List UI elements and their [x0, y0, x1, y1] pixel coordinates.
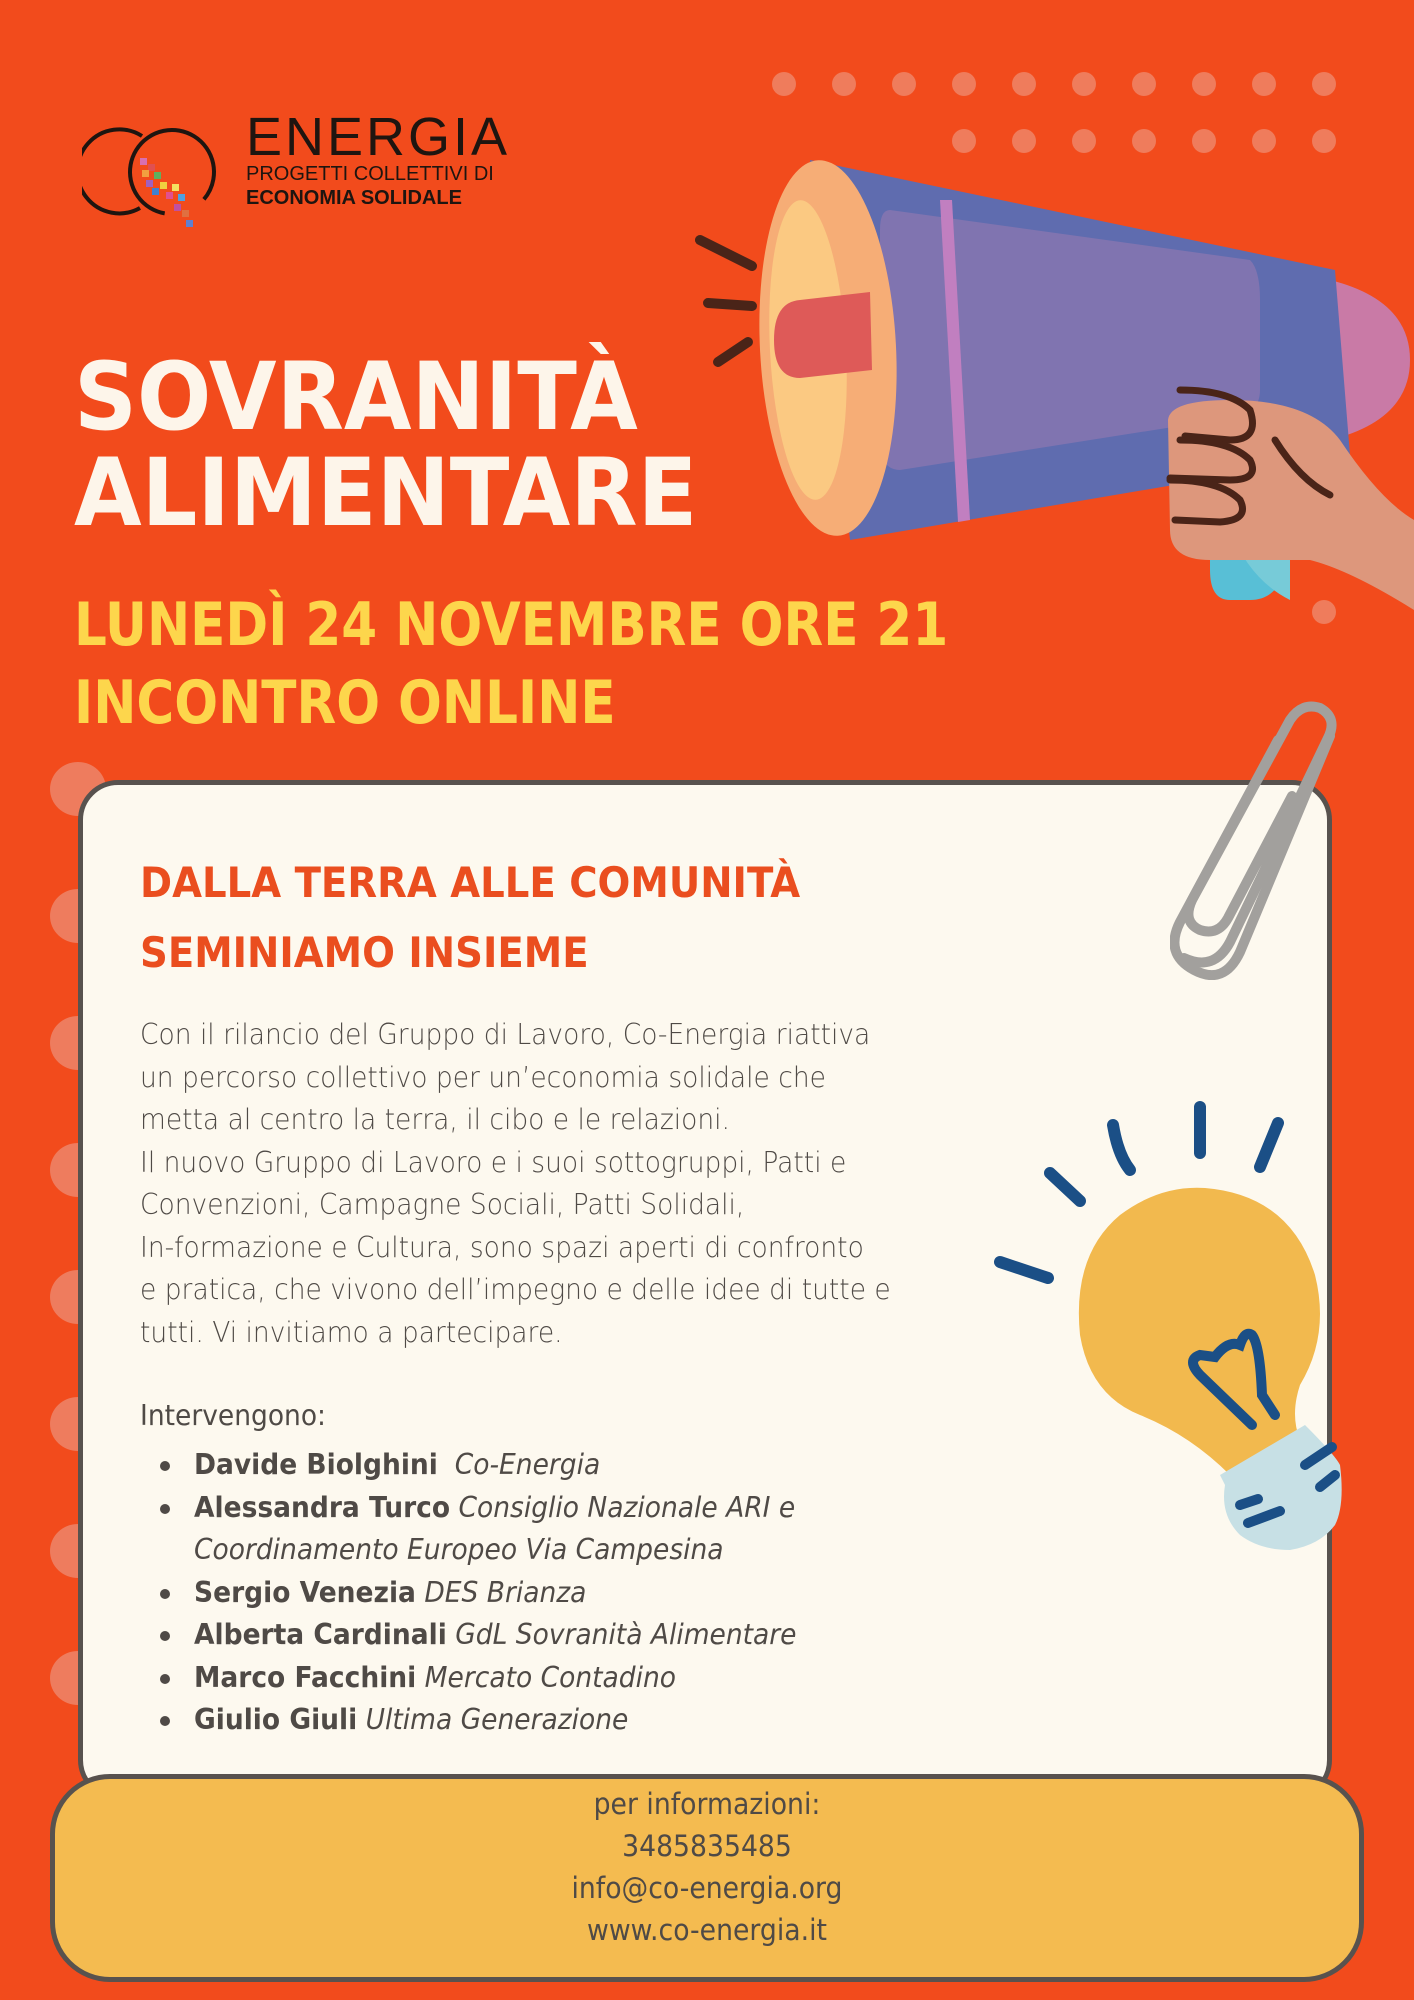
- body-line: e pratica, che vivono dell’impegno e delle idee di tutte e: [140, 1273, 891, 1306]
- bullet-icon: [160, 1504, 170, 1514]
- speaker-org: Ultima Generazione: [365, 1703, 629, 1736]
- speakers-label: Intervengono:: [140, 1399, 326, 1432]
- body-line: metta al centro la terra, il cibo e le relazioni.: [140, 1103, 730, 1136]
- speaker-org: GdL Sovranità Alimentare: [455, 1618, 797, 1651]
- card-body-text: [140, 1014, 1010, 1354]
- contacts-website[interactable]: www.co-energia.it: [587, 1913, 827, 1947]
- speaker-org: DES Brianza: [424, 1575, 587, 1609]
- event-details: [74, 586, 1091, 742]
- logo-subtitle-1: PROGETTI COLLETTIVI DI: [246, 163, 494, 185]
- body-line: un percorso collettivo per un’economia solidale che: [140, 1060, 826, 1094]
- contacts-email[interactable]: info@co-energia.org: [571, 1871, 843, 1905]
- speaker-org: Co-Energia: [454, 1448, 601, 1481]
- speaker-name: Alessandra Turco: [194, 1490, 451, 1524]
- contacts: [50, 1783, 1364, 1951]
- headline: [74, 343, 744, 548]
- speaker-item: [150, 1487, 842, 1572]
- lightbulb-icon: [990, 1095, 1350, 1555]
- speaker-item: [150, 1657, 842, 1700]
- speaker-org: Mercato Contadino: [424, 1660, 676, 1694]
- bullet-icon: [160, 1461, 170, 1471]
- bullet-icon: [160, 1716, 170, 1726]
- co-energia-logo: [82, 108, 522, 238]
- speaker-item: [150, 1572, 842, 1615]
- contacts-phone[interactable]: 3485835485: [622, 1829, 792, 1863]
- body-line: Con il rilancio del Gruppo di Lavoro, Co-Energia riattiva: [140, 1018, 871, 1051]
- headline-line-1: SOVRANITÀ: [74, 343, 638, 452]
- card-title: [140, 848, 858, 988]
- speaker-name: Davide Biolghini: [194, 1448, 438, 1481]
- bullet-icon: [160, 1631, 170, 1641]
- speaker-name: Giulio Giuli: [194, 1703, 358, 1736]
- speaker-org-continued: Coordinamento Europeo Via Campesina: [194, 1533, 724, 1566]
- speaker-name: Alberta Cardinali: [194, 1618, 447, 1651]
- event-format: INCONTRO ONLINE: [74, 668, 616, 738]
- speaker-item: [150, 1444, 842, 1487]
- logo-title: ENERGIA: [246, 107, 511, 167]
- card-title-line-2: SEMINIAMO INSIEME: [140, 928, 589, 977]
- speaker-item: [150, 1699, 842, 1742]
- speaker-name: Sergio Venezia: [194, 1575, 416, 1609]
- event-date-time: LUNEDÌ 24 NOVEMBRE ORE 21: [74, 590, 949, 660]
- body-line: tutti. Vi invitiamo a partecipare.: [140, 1315, 563, 1349]
- body-line: Il nuovo Gruppo di Lavoro e i suoi sottogruppi, Patti e: [140, 1145, 847, 1179]
- speaker-org: Consiglio Nazionale ARI e: [458, 1490, 796, 1524]
- body-line: Convenzioni, Campagne Sociali, Patti Solidali,: [140, 1188, 745, 1221]
- contacts-label: per informazioni:: [593, 1787, 821, 1821]
- speakers-list: [150, 1444, 842, 1742]
- headline-line-2: ALIMENTARE: [74, 439, 698, 548]
- co-energia-logo-icon: [82, 108, 232, 238]
- logo-subtitle-2: ECONOMIA SOLIDALE: [246, 187, 462, 209]
- paperclip-icon: [1170, 700, 1350, 980]
- speaker-item: [150, 1614, 842, 1657]
- card-title-line-1: DALLA TERRA ALLE COMUNITÀ: [140, 858, 801, 907]
- bullet-icon: [160, 1674, 170, 1684]
- bullet-icon: [160, 1589, 170, 1599]
- megaphone-icon: [690, 100, 1414, 610]
- body-line: In-formazione e Cultura, sono spazi aperti di confronto: [140, 1230, 864, 1264]
- speaker-name: Marco Facchini: [194, 1660, 417, 1694]
